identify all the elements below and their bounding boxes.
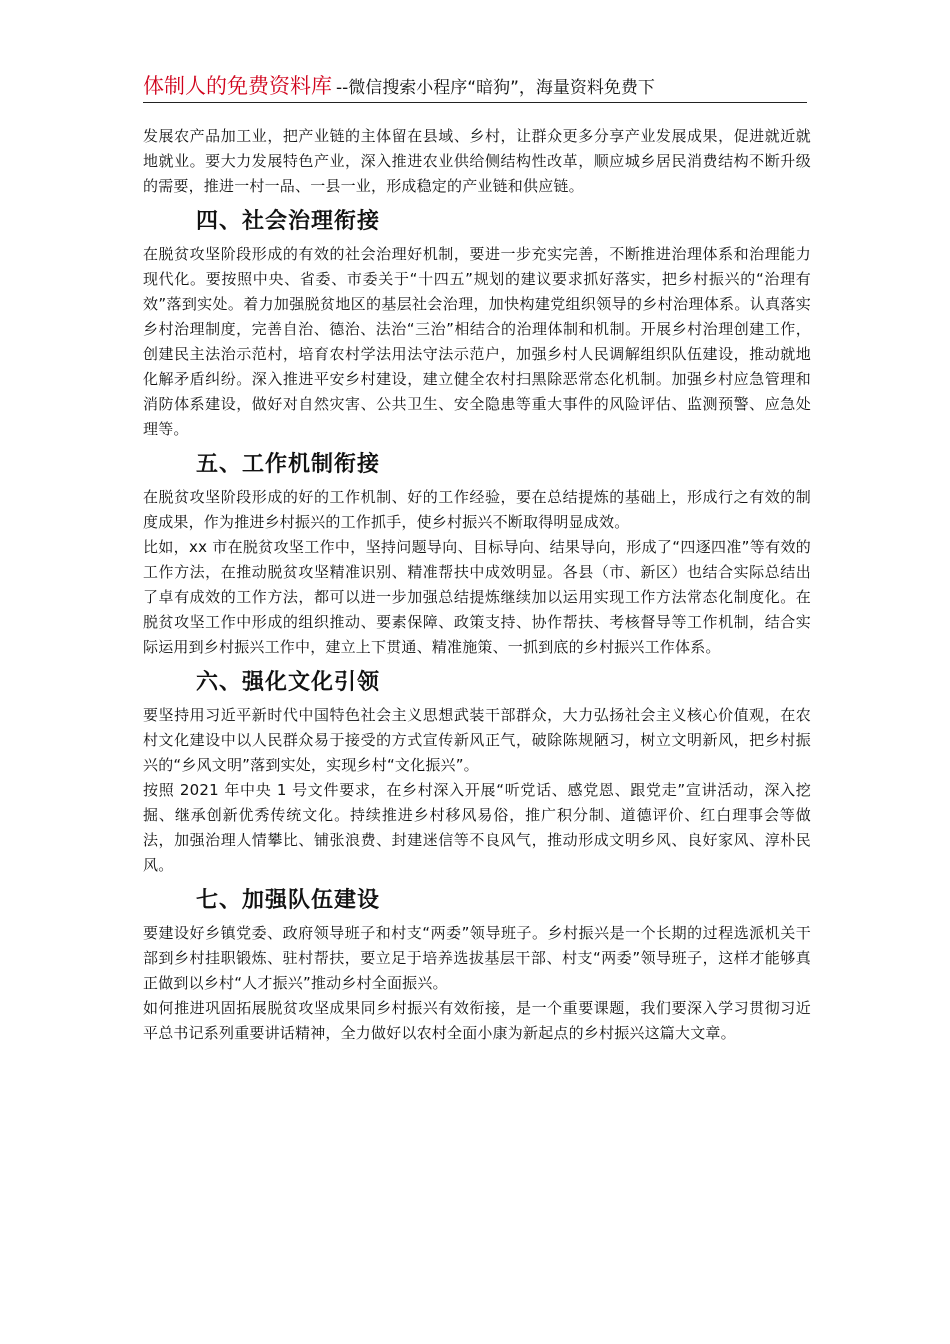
section-heading: 五、工作机制衔接 — [196, 452, 381, 477]
paragraph: 如何推进巩固拓展脱贫攻坚成果同乡村振兴有效衔接，是一个重要课题，我们要深入学习贯彻习近平总书记系列重要讲话精神，全力做好以农村全面小康为新起点的乡村振兴这篇大文章。 — [143, 999, 811, 1042]
paragraph: 要坚持用习近平新时代中国特色社会主义思想武装干部群众，大力弘扬社会主义核心价值观，在农村文化建设中以人民群众易于接受的方式宣传新风正气，破除陈规陋习，树立文明新风，把乡村振兴的“乡风文明”落到实处，实现乡村“文化振兴”。 — [143, 706, 811, 774]
section-heading: 七、加强队伍建设 — [196, 888, 381, 913]
header-brand: 体制人的免费资料库 — [143, 74, 332, 98]
paragraph: 按照 2021 年中央 1 号文件要求，在乡村深入开展“听党话、感党恩、跟党走”宣讲活动，深入挖掘、继承创新优秀传统文化。持续推进乡村移风易俗，推广积分制、道德评价、红白理事会等做法，加强治理人情攀比、铺张浪费、封建迷信等不良风气，推动形成文明乡风、良好家风、淳朴民风。 — [143, 781, 811, 874]
paragraph: 在脱贫攻坚阶段形成的有效的社会治理好机制，要进一步充实完善，不断推进治理体系和治理能力现代化。要按照中央、省委、市委关于“十四五”规划的建议要求抓好落实，把乡村振兴的“治理有效”落到实处。着力加强脱贫地区的基层社会治理，加快构建党组织领导的乡村治理体系。认真落实乡村治理制度，完善自治、德治、法治“三治”相结合的治理体制和机制。开展乡村治理创建工作，创建民主法治示范村，培育农村学法用法守法示范户，加强乡村人民调解组织队伍建设，推动就地化解矛盾纠纷。深入推进平安乡村建设，建立健全农村扫黑除恶常态化机制。加强乡村应急管理和消防体系建设，做好对自然灾害、公共卫生、安全隐患等重大事件的风险评估、监测预警、应急处理等。 — [143, 245, 811, 438]
paragraph: 发展农产品加工业，把产业链的主体留在县域、乡村，让群众更多分享产业发展成果，促进就近就地就业。要大力发展特色产业，深入推进农业供给侧结构性改革，顺应城乡居民消费结构不断升级的需要，推进一村一品、一县一业，形成稳定的产业链和供应链。 — [143, 127, 811, 195]
section-heading: 四、社会治理衔接 — [196, 209, 381, 234]
paragraph: 比如，xx 市在脱贫攻坚工作中，坚持问题导向、目标导向、结果导向，形成了“四逐四准”等有效的工作方法，在推动脱贫攻坚精准识别、精准帮扶中成效明显。各县（市、新区）也结合实际总结出了卓有成效的工作方法，都可以进一步加强总结提炼继续加以运用实现工作方法常态化制度化。在脱贫攻坚工作中形成的组织推动、要素保障、政策支持、协作帮扶、考核督导等工作机制，结合实际运用到乡村振兴工作中，建立上下贯通、精准施策、一抓到底的乡村振兴工作体系。 — [143, 538, 811, 656]
section-heading: 六、强化文化引领 — [196, 670, 381, 695]
paragraph: 在脱贫攻坚阶段形成的好的工作机制、好的工作经验，要在总结提炼的基础上，形成行之有效的制度成果，作为推进乡村振兴的工作抓手，使乡村振兴不断取得明显成效。 — [143, 488, 811, 531]
header-note: --微信搜索小程序“暗狗”，海量资料免费下 — [336, 78, 655, 98]
paragraph: 要建设好乡镇党委、政府领导班子和村支“两委”领导班子。乡村振兴是一个长期的过程选派机关干部到乡村挂职锻炼、驻村帮扶，要立足于培养选拔基层干部、村支“两委”领导班子，这样才能够真正做到以乡村“人才振兴”推动乡村全面振兴。 — [143, 924, 811, 992]
page-header — [143, 70, 807, 103]
document-body — [143, 124, 811, 1046]
